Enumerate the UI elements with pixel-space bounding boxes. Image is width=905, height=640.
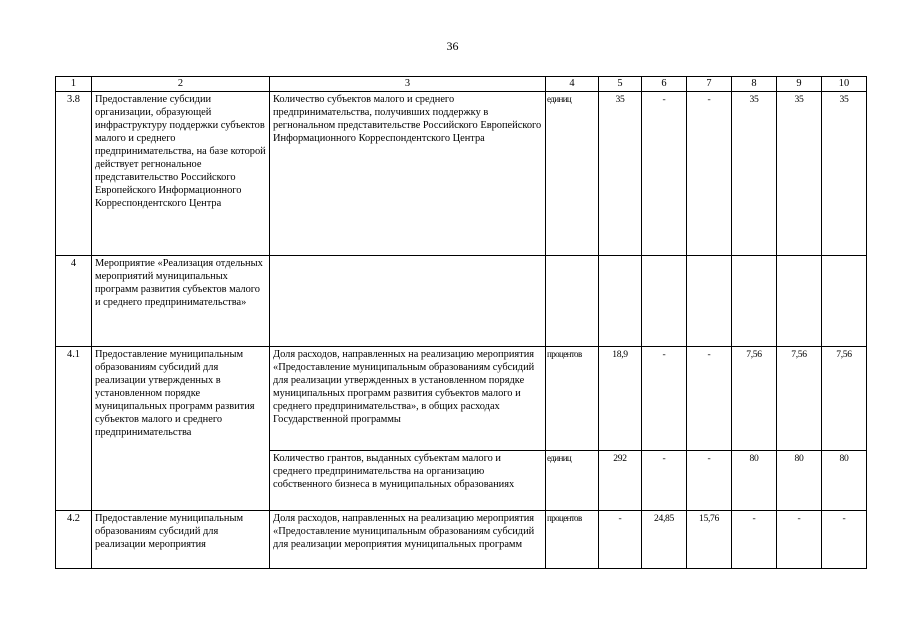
value-cell: - (599, 511, 642, 569)
value-cell: - (642, 451, 687, 511)
value-cell: 7,56 (777, 347, 822, 451)
row-number: 4.1 (56, 347, 92, 511)
unit-cell (546, 256, 599, 347)
indicator-cell: Количество грантов, выданных субъектам малого и среднего предпринимательства на организацию собственного бизнеса в муниципальных образованиях (270, 451, 546, 511)
measure-cell: Предоставление муниципальным образованиям субсидий для реализации утвержденных в установленном порядке муниципальных программ развития субъектов малого и среднего предпринимательства (92, 347, 270, 511)
value-cell: - (822, 511, 867, 569)
value-cell (642, 256, 687, 347)
unit-cell: процентов (546, 511, 599, 569)
unit-cell: процентов (546, 347, 599, 451)
table-row (56, 256, 867, 347)
value-cell: - (642, 92, 687, 256)
value-cell (687, 256, 732, 347)
page-number: 36 (446, 39, 459, 53)
value-cell: 292 (599, 451, 642, 511)
unit-cell: единиц (546, 92, 599, 256)
value-cell: 15,76 (687, 511, 732, 569)
indicator-cell: Количество субъектов малого и среднего предпринимательства, получивших поддержку в регнональном представительстве Российского Европейского Информационного Корреспондентского Центра (270, 92, 546, 256)
table-header-row (56, 77, 867, 92)
table-row (56, 347, 867, 451)
value-cell: 35 (777, 92, 822, 256)
row-number: 4 (56, 256, 92, 347)
row-number: 3.8 (56, 92, 92, 256)
value-cell (732, 256, 777, 347)
row-number: 4.2 (56, 511, 92, 569)
value-cell (599, 256, 642, 347)
indicator-cell: Доля расходов, направленных на реализацию мероприятия «Предоставление муниципальным образованиям субсидий для реализации утвержденных в установленном порядке муниципальных программ развития субъектов малого и среднего предпринимательства», в общих расходах Государственной программы (270, 347, 546, 451)
value-cell: 24,85 (642, 511, 687, 569)
header-cell: 10 (822, 77, 867, 92)
header-cell: 9 (777, 77, 822, 92)
value-cell: - (687, 92, 732, 256)
header-cell: 7 (687, 77, 732, 92)
value-cell: - (777, 511, 822, 569)
header-cell: 6 (642, 77, 687, 92)
value-cell: 80 (732, 451, 777, 511)
value-cell: 80 (822, 451, 867, 511)
value-cell: 7,56 (822, 347, 867, 451)
table-row (56, 92, 867, 256)
value-cell: - (687, 347, 732, 451)
value-cell (777, 256, 822, 347)
value-cell: - (642, 347, 687, 451)
value-cell: 35 (822, 92, 867, 256)
value-cell: 18,9 (599, 347, 642, 451)
measure-cell: Предоставление муниципальным образованиям субсидий для реализации мероприятия (92, 511, 270, 569)
value-cell: 80 (777, 451, 822, 511)
unit-cell: единиц (546, 451, 599, 511)
value-cell: 7,56 (732, 347, 777, 451)
measure-cell: Мероприятие «Реализация отдельных мероприятий муниципальных программ развития субъектов малого и среднего предпринимательства» (92, 256, 270, 347)
header-cell: 4 (546, 77, 599, 92)
indicator-cell (270, 256, 546, 347)
value-cell: 35 (732, 92, 777, 256)
measure-cell: Предоставление субсидии организации, образующей инфраструктуру поддержки субъектов малого и среднего предпринимательства, на базе которой действует регнональное представительство Российского Европейского Информационного Корреспондентского Центра (92, 92, 270, 256)
value-cell: 35 (599, 92, 642, 256)
table-row (56, 511, 867, 569)
header-cell: 1 (56, 77, 92, 92)
value-cell: - (732, 511, 777, 569)
indicators-table (55, 76, 867, 569)
header-cell: 8 (732, 77, 777, 92)
indicator-cell: Доля расходов, направленных на реализацию мероприятия «Предоставление муниципальным образованиям субсидий для реализации мероприятия муниципальных программ (270, 511, 546, 569)
header-cell: 2 (92, 77, 270, 92)
value-cell (822, 256, 867, 347)
header-cell: 3 (270, 77, 546, 92)
header-cell: 5 (599, 77, 642, 92)
value-cell: - (687, 451, 732, 511)
